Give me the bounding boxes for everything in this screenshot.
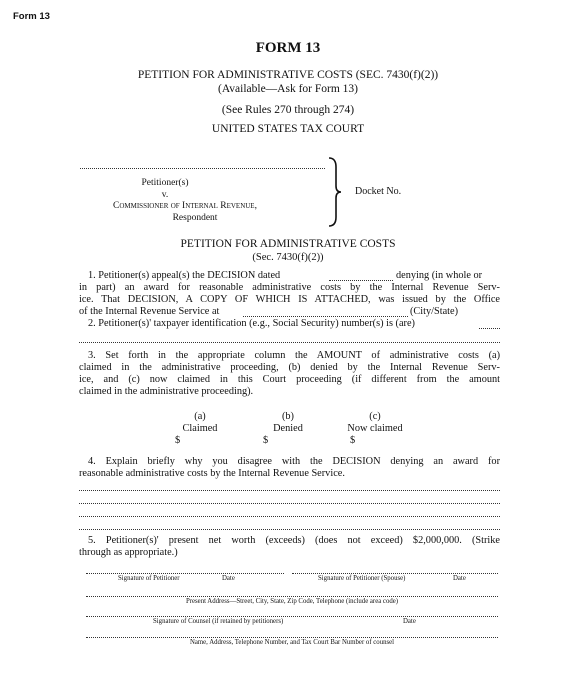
spouse-signature-line[interactable] [292,573,498,574]
explanation-line-3[interactable] [79,516,500,517]
counsel-signature-line[interactable] [86,616,498,617]
para2-line1: 2. Petitioner(s)' taxpayer identification (e.g., Social Security) number(s) is (are) [88,318,415,329]
para3-line2: claimed in the administrative proceeding, (b) denied by the Internal Revenue Serv- [79,362,500,373]
para1-line3: ice. That DECISION, A COPY OF WHICH IS ATTACHED, was issued by the Office [79,294,500,305]
para3-line3: ice, and (c) now claimed in this Court proceeding (if different from the amount [79,374,500,385]
para1-line2: in part) an award for reasonable administrative costs by the Internal Revenue Serv- [79,282,500,293]
para1-city-state: (City/State) [410,306,459,317]
para3-line1: 3. Set forth in the appropriate column the AMOUNT of administrative costs (a) [88,350,500,361]
petitioner-signature-label: Signature of Petitioner [118,575,180,582]
petitioner-date-label: Date [222,575,235,582]
para1-line1b: denying (in whole or [396,270,483,281]
rules-reference: (See Rules 270 through 274) [221,104,355,116]
section-title: PETITION FOR ADMINISTRATIVE COSTS [180,238,396,250]
para5-line1: 5. Petitioner(s)' present net worth (exceeds) (does not exceed) $2,000,000. (Strike [88,535,500,546]
form-subtitle: PETITION FOR ADMINISTRATIVE COSTS (SEC. 7430(f)(2)) [137,69,439,81]
column-a-letter: (a) [194,411,206,422]
spouse-signature-label: Signature of Petitioner (Spouse) [318,575,406,582]
column-b-amount[interactable]: $ [263,435,269,446]
para3-line4: claimed in the administrative proceeding). [79,386,254,397]
counsel-info-label: Name, Address, Telephone Number, and Tax Court Bar Number of counsel [189,639,395,646]
form-title: FORM 13 [255,40,321,56]
column-b-letter: (b) [281,411,294,422]
explanation-line-1[interactable] [79,490,500,491]
spouse-date-label: Date [453,575,466,582]
para4-line1: 4. Explain briefly why you disagree with the DECISION denying an award for [88,456,500,467]
column-c-label: Now claimed [347,423,403,434]
counsel-date-label: Date [403,618,416,625]
present-address-line[interactable] [86,596,498,597]
para4-line2: reasonable administrative costs by the Internal Revenue Service. [79,468,345,479]
docket-label: Docket No. [355,186,402,197]
taxpayer-id-field[interactable] [79,342,500,343]
petitioner-label: Petitioner(s) [141,178,189,188]
explanation-line-4[interactable] [79,529,500,530]
para1-line1a: 1. Petitioner(s) appeal(s) the DECISION dated [88,270,281,281]
section-code: (Sec. 7430(f)(2)) [252,252,324,263]
counsel-info-line[interactable] [86,637,498,638]
column-a-label: Claimed [182,423,218,434]
counsel-signature-label: Signature of Counsel (if retained by petitioners) [153,618,284,625]
decision-date-field[interactable] [329,280,393,281]
availability-note: (Available—Ask for Form 13) [218,83,358,95]
column-c-letter: (c) [369,411,381,422]
irs-office-location-field[interactable] [243,316,408,317]
petitioner-name-line[interactable] [80,168,325,169]
form-corner-label: Form 13 [13,11,50,22]
column-c-amount[interactable]: $ [350,435,356,446]
column-a-amount[interactable]: $ [175,435,181,446]
taxpayer-id-field-start[interactable] [479,328,500,329]
explanation-line-2[interactable] [79,503,500,504]
petitioner-signature-line[interactable] [86,573,284,574]
para1-line4a: of the Internal Revenue Service at [79,306,220,317]
versus-label: v. [161,190,169,200]
court-name: UNITED STATES TAX COURT [211,123,365,135]
respondent-label: Respondent [172,213,218,223]
caption-brace-icon [327,156,343,228]
commissioner-label: Commissioner of Internal Revenue, [113,201,257,211]
present-address-label: Present Address—Street, City, State, Zip Code, Telephone (include area code) [185,598,399,605]
column-b-label: Denied [273,423,303,434]
para5-line2: through as appropriate.) [79,547,178,558]
